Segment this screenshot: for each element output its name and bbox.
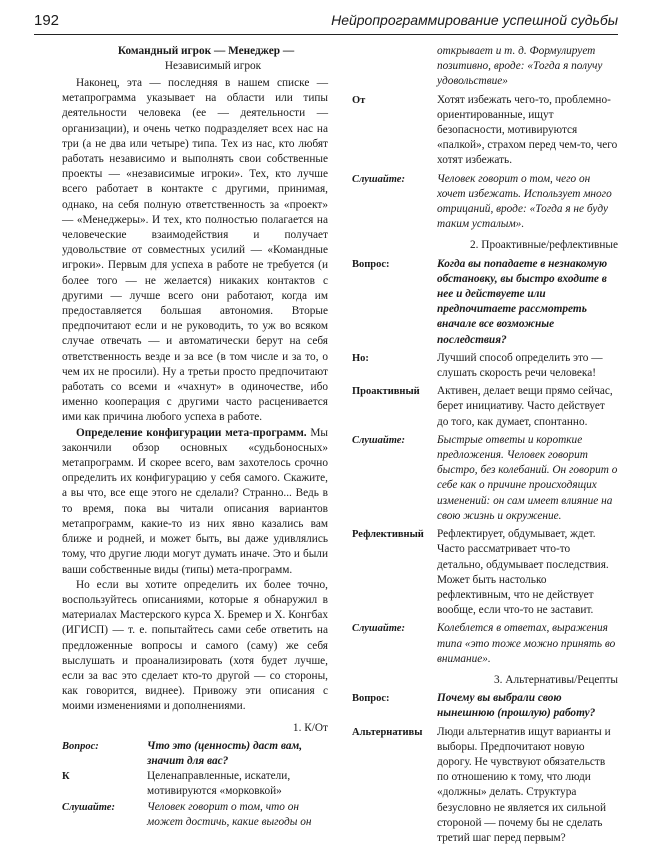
right-column	[352, 44, 618, 846]
term-definition: Человек говорит о том, что он может достичь, какие выгоды он	[147, 800, 312, 828]
qa-row	[352, 93, 618, 169]
term-definition: Хотят избежать чего-то, проблемно-ориентированные, ищут безопасности, мотивируются «палкой», страхом перед чем-то, чего хотят избежать.	[437, 93, 618, 167]
page-number: 192	[34, 12, 60, 29]
subsection-title-2: 2. Проактивные/рефлективные	[469, 239, 618, 252]
term-label: Рефлективный	[352, 529, 424, 541]
section-subtitle: Независимый игрок	[164, 60, 262, 72]
qa-row	[352, 621, 618, 667]
page-header	[34, 8, 618, 35]
bold-lead: Определение конфигурации мета-программ.	[76, 426, 307, 439]
running-title: Нейропрограммирование успешной судьбы	[331, 12, 618, 28]
subsection-title-3: 3. Альтернативы/Рецепты	[493, 673, 618, 686]
term-definition: Лучший способ определить это — слушать скорость речи человека!	[437, 351, 603, 380]
term-definition: Колеблется в ответах, выражения типа «это тоже можно принять во внимание».	[437, 622, 616, 665]
paragraph-3: Но если вы хотите определить их более точно, воспользуйтесь описаниями, которые я обнаружил в материалах Мастерского курса Х. Бремер и Х. Конгбах (ИГИСП) — т. е. попытайтесь сами себе ответить на предложенные вопросы и самого (саму) же себя выслушать и проанализировать (хотя будет лучше, если за вас это сделает кто-то другой — со стороны, как говорится, виднее). Привожу эти описания с моими изменениями и дополнениями.	[62, 578, 328, 713]
paragraph-2	[62, 426, 328, 578]
qa-row	[62, 739, 328, 769]
term-definition: Почему вы выбрали свою нынешнюю (прошлую) работу?	[437, 692, 596, 720]
qa-row	[352, 257, 618, 348]
term-definition: Когда вы попадаете в незнакомую обстановку, вы быстро входите в нее и действуете или предпочитаете рассмотреть вначале все возможные последствия?	[437, 257, 608, 346]
left-column	[62, 44, 328, 830]
term-label: Альтернативы	[352, 726, 423, 738]
qa-row	[352, 725, 618, 846]
term-definition: Быстрые ответы и короткие предложения. Человек говорит быстро, без колебаний. Он говорит о себе как о причине происходящих изменений: он сам имеет влияние на свою жизнь и окружение.	[437, 433, 618, 522]
term-definition: Активен, делает вещи прямо сейчас, берет инициативу. Часто действует до того, как думает, спонтанно.	[437, 385, 613, 428]
continuation-text: открывает и т. д. Формулирует позитивно, вроде: «Тогда я получу удовольствие»	[437, 45, 603, 88]
continuation-row	[352, 44, 618, 90]
term-label: Вопрос:	[62, 740, 99, 752]
qa-row	[352, 351, 618, 381]
term-label: Но:	[352, 352, 369, 364]
qa-row	[352, 527, 618, 618]
term-definition: Рефлектирует, обдумывает, ждет. Часто рассматривает что-то детально, обдумывает последствия. Может быть настолько рефлективным, что не действует вообще, если что-то не заставит.	[437, 528, 609, 617]
term-label: Вопрос:	[352, 693, 390, 705]
qa-row	[62, 800, 328, 830]
paragraph-1: Наконец, эта — последняя в нашем списке — метапрограмма указывает на области или типы деятельности человека (ее — деятельности — организации), и очень четко подразделяет всех нас на три (а не два или четыре) типа. Тех из нас, кто любят работать независимо и выполнять свои собственные проекты — «независимые игроки». Тех, кто лучше всего работает в контакте с другими, принимая, однако, на себя полную ответственность за «проект» — «Менеджеры». И тех, кто полностью полагается на человеческие взаимодействия и получает удовольствие от совместных усилий — «Командные игроки». Первым для успеха в работе не требуется (и более того — не желается) никаких контактов с другими — лучше всего они работают, когда им предоставляется большая автономия. Вторые предпочитают если и не руководить, то уж во всяком случае отвечать — и автоматически берут на себя ответственность везде и за все (в том числе и за то, о чем их не просили). Ну а третьи просто предпочитают работать со всеми и «чахнут» в одиночестве, ибо именно кооперация с другими часто расценивается ими как причина любого успеха в работе.	[62, 77, 328, 424]
term-definition: Что это (ценность) даст вам, значит для вас?	[147, 739, 303, 767]
term-definition: Целенаправленные, искатели, мотивируются «морковкой»	[147, 770, 291, 798]
term-label: Слушайте:	[352, 623, 405, 635]
term-label: Вопрос:	[352, 258, 390, 270]
paragraph-2-body: Мы закончили обзор основных «судьбоносных» метапрограмм. И скорее всего, вам захотелось срочно определить их конфигурацию у себя самого. Скажите, а вы что, все еще этого не сделали? Странно... Ведь в то время, пока вы читали описания вариантов метапрограмм, какие-то из них явно казались вам ближе и родней, и может быть, вы даже удивлялись тому, что другие люди могут думать иначе. Это и были ваши собственные виды (типы) мета-программ.	[62, 426, 328, 576]
qa-row	[62, 769, 328, 799]
qa-row	[352, 433, 618, 524]
term-label: К	[62, 771, 70, 783]
qa-row	[352, 691, 618, 721]
subsection-title-1: 1. К/От	[292, 721, 328, 734]
qa-row	[352, 384, 618, 430]
term-definition: Люди альтернатив ищут варианты и выборы. Предпочитают новую дорогу. Не чувствуют обязательств по отношению к тому, что люди «должны» делать. Структура безусловно не является их сильной стороной — почему бы не сделать третий шаг перед первым?	[437, 725, 611, 844]
qa-row	[352, 172, 618, 233]
term-definition: Человек говорит о том, чего он хочет избежать. Использует много отрицаний, вроде: «Тогда я не буду таким усталым».	[437, 172, 612, 231]
term-label: Проактивный	[352, 386, 420, 398]
term-label: От	[352, 94, 366, 106]
section-title: Командный игрок — Менеджер —	[117, 45, 295, 57]
term-label: Слушайте:	[352, 434, 405, 446]
term-label: Слушайте:	[352, 173, 405, 185]
term-label: Слушайте:	[62, 801, 115, 813]
